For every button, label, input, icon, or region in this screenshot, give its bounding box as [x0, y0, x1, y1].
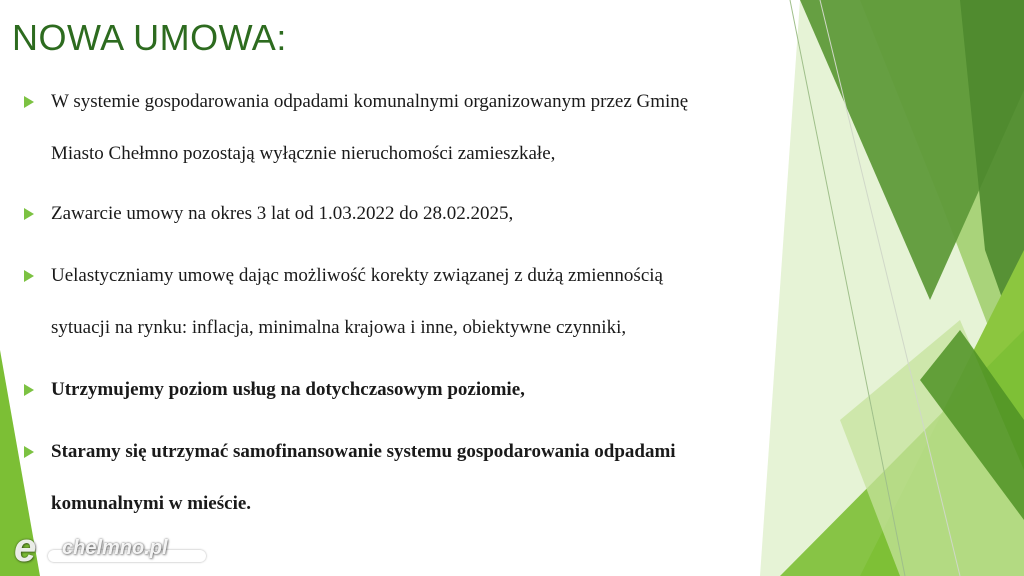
- bullet-arrow-icon: [24, 270, 34, 282]
- bullet-3-line-2: sytuacji na rynku: inflacja, minimalna krajowa i inne, obiektywne czynniki,: [51, 317, 627, 338]
- watermark-logo: [8, 526, 208, 570]
- bullet-arrow-icon: [24, 208, 34, 220]
- bullet-1-line-1: W systemie gospodarowania odpadami komunalnymi organizowanym przez Gminę: [51, 91, 689, 112]
- bullet-arrow-icon: [24, 446, 34, 458]
- page-title: NOWA UMOWA:: [12, 17, 287, 58]
- bullet-2-line-1: Zawarcie umowy na okres 3 lat od 1.03.2022 do 28.02.2025,: [51, 203, 514, 224]
- bullet-4-line-1: Utrzymujemy poziom usług na dotychczasowym poziomie,: [51, 379, 525, 400]
- bullet-3-line-1: Uelastyczniamy umowę dając możliwość korekty związanej z dużą zmiennością: [51, 265, 663, 286]
- bullet-5-line-1: Staramy się utrzymać samofinansowanie systemu gospodarowania odpadami: [51, 441, 676, 462]
- watermark-text: chelmno.pl: [62, 537, 168, 559]
- bullet-arrow-icon: [24, 96, 34, 108]
- bullet-1-line-2: Miasto Chełmno pozostają wyłącznie nieruchomości zamieszkałe,: [51, 143, 556, 164]
- bullet-arrow-icon: [24, 384, 34, 396]
- watermark-e-icon: e: [14, 526, 37, 570]
- bullet-5-line-2: komunalnymi w mieście.: [51, 493, 252, 514]
